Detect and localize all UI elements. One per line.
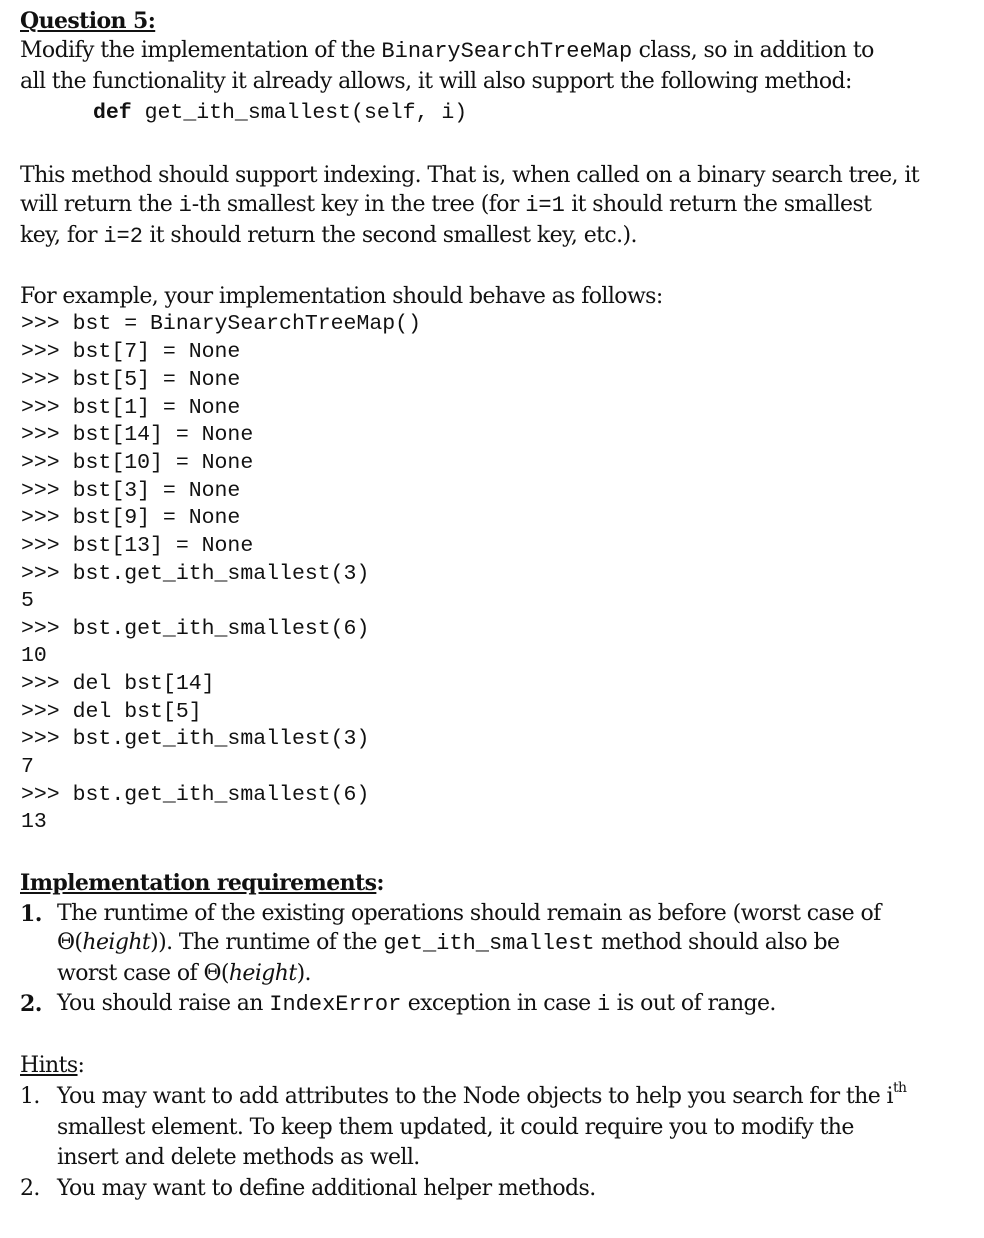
code-line: >>> bst[1] = None — [21, 396, 241, 420]
description-line-1: This method should support indexing. That is, when called on a binary search tree, it — [20, 163, 920, 188]
i-code: i — [596, 992, 611, 1017]
requirements-heading-text: Implementation requirements — [20, 870, 377, 896]
indexerror-code: IndexError — [269, 992, 402, 1017]
desc-text: key, for — [20, 223, 104, 248]
desc-code-i2: i=2 — [103, 224, 143, 249]
desc-text: -th smallest key in the tree (for — [191, 192, 526, 217]
code-line: >>> bst[7] = None — [21, 340, 241, 364]
hints-heading-colon: : — [77, 1053, 85, 1078]
requirements-heading — [20, 870, 384, 896]
code-output: 13 — [21, 810, 47, 834]
req-text: method should also be — [594, 930, 840, 955]
requirement-1-line-2 — [57, 930, 839, 956]
method-signature-text: get_ith_smallest(self, i) — [131, 101, 468, 125]
code-output: 7 — [21, 755, 34, 779]
req-text: exception in case — [401, 991, 597, 1016]
code-line: >>> bst.get_ith_smallest(6) — [21, 783, 370, 807]
def-keyword: def — [93, 101, 132, 125]
description-line-2 — [20, 192, 871, 218]
code-line: >>> bst.get_ith_smallest(6) — [21, 617, 370, 641]
intro-line-2: all the functionality it already allows, it will also support the following method: — [20, 69, 852, 94]
class-name-code: BinarySearchTreeMap — [381, 39, 633, 64]
intro-line-1 — [20, 38, 874, 64]
code-output: 5 — [21, 589, 34, 613]
code-line: >>> bst[3] = None — [21, 479, 241, 503]
intro-text-post: class, so in addition to — [632, 38, 874, 63]
requirement-number: 1. — [20, 901, 42, 927]
req-text: )). The runtime of the — [150, 930, 384, 955]
theta-text: Θ( — [57, 930, 83, 955]
requirement-1-line-3 — [57, 961, 311, 986]
desc-code-i: i — [178, 193, 192, 218]
code-line: >>> bst[9] = None — [21, 506, 241, 530]
requirement-number: 2. — [20, 991, 42, 1017]
intro-text-pre: Modify the implementation of the — [20, 38, 382, 63]
hints-heading-text: Hints — [20, 1053, 78, 1078]
hint-1-line-3: insert and delete methods as well. — [57, 1145, 420, 1170]
hint-number: 2. — [20, 1176, 40, 1201]
height-italic: height — [82, 930, 151, 955]
superscript-th: th — [892, 1080, 907, 1096]
desc-text: it should return the smallest — [564, 192, 872, 217]
hints-heading — [20, 1053, 84, 1078]
description-line-3 — [20, 223, 637, 249]
req-text: is out of range. — [610, 991, 776, 1016]
requirements-heading-colon: : — [376, 870, 384, 896]
req-text: ). — [296, 961, 311, 986]
height-italic: height — [228, 961, 297, 986]
desc-text: it should return the second smallest key, etc.). — [142, 223, 637, 248]
method-name-code: get_ith_smallest — [383, 931, 595, 956]
hint-1-line-1 — [57, 1080, 907, 1109]
code-line: >>> bst[5] = None — [21, 368, 241, 392]
code-line: >>> bst[10] = None — [21, 451, 254, 475]
hint-2-line: You may want to define additional helper methods. — [57, 1176, 596, 1201]
question-title: Question 5: — [20, 8, 156, 34]
example-heading: For example, your implementation should behave as follows: — [20, 284, 663, 309]
hint-1-line-2: smallest element. To keep them updated, it could require you to modify the — [57, 1115, 854, 1140]
code-line: >>> del bst[14] — [21, 672, 215, 696]
hint-number: 1. — [20, 1084, 40, 1109]
code-line: >>> bst[14] = None — [21, 423, 254, 447]
code-output: 10 — [21, 644, 47, 668]
req-text: worst case of Θ( — [57, 961, 229, 986]
code-line: >>> bst[13] = None — [21, 534, 254, 558]
hint-text: You may want to add attributes to the Node objects to help you search for the i — [57, 1084, 893, 1109]
code-line: >>> bst.get_ith_smallest(3) — [21, 727, 370, 751]
code-line: >>> del bst[5] — [21, 700, 202, 724]
req-text: You should raise an — [57, 991, 270, 1016]
requirement-1-line-1: The runtime of the existing operations should remain as before (worst case of — [57, 901, 881, 926]
method-signature — [93, 101, 467, 125]
requirement-2-line — [57, 991, 776, 1017]
code-line: >>> bst = BinarySearchTreeMap() — [21, 312, 421, 336]
desc-text: will return the — [20, 192, 179, 217]
desc-code-i1: i=1 — [525, 193, 565, 218]
code-line: >>> bst.get_ith_smallest(3) — [21, 562, 370, 586]
